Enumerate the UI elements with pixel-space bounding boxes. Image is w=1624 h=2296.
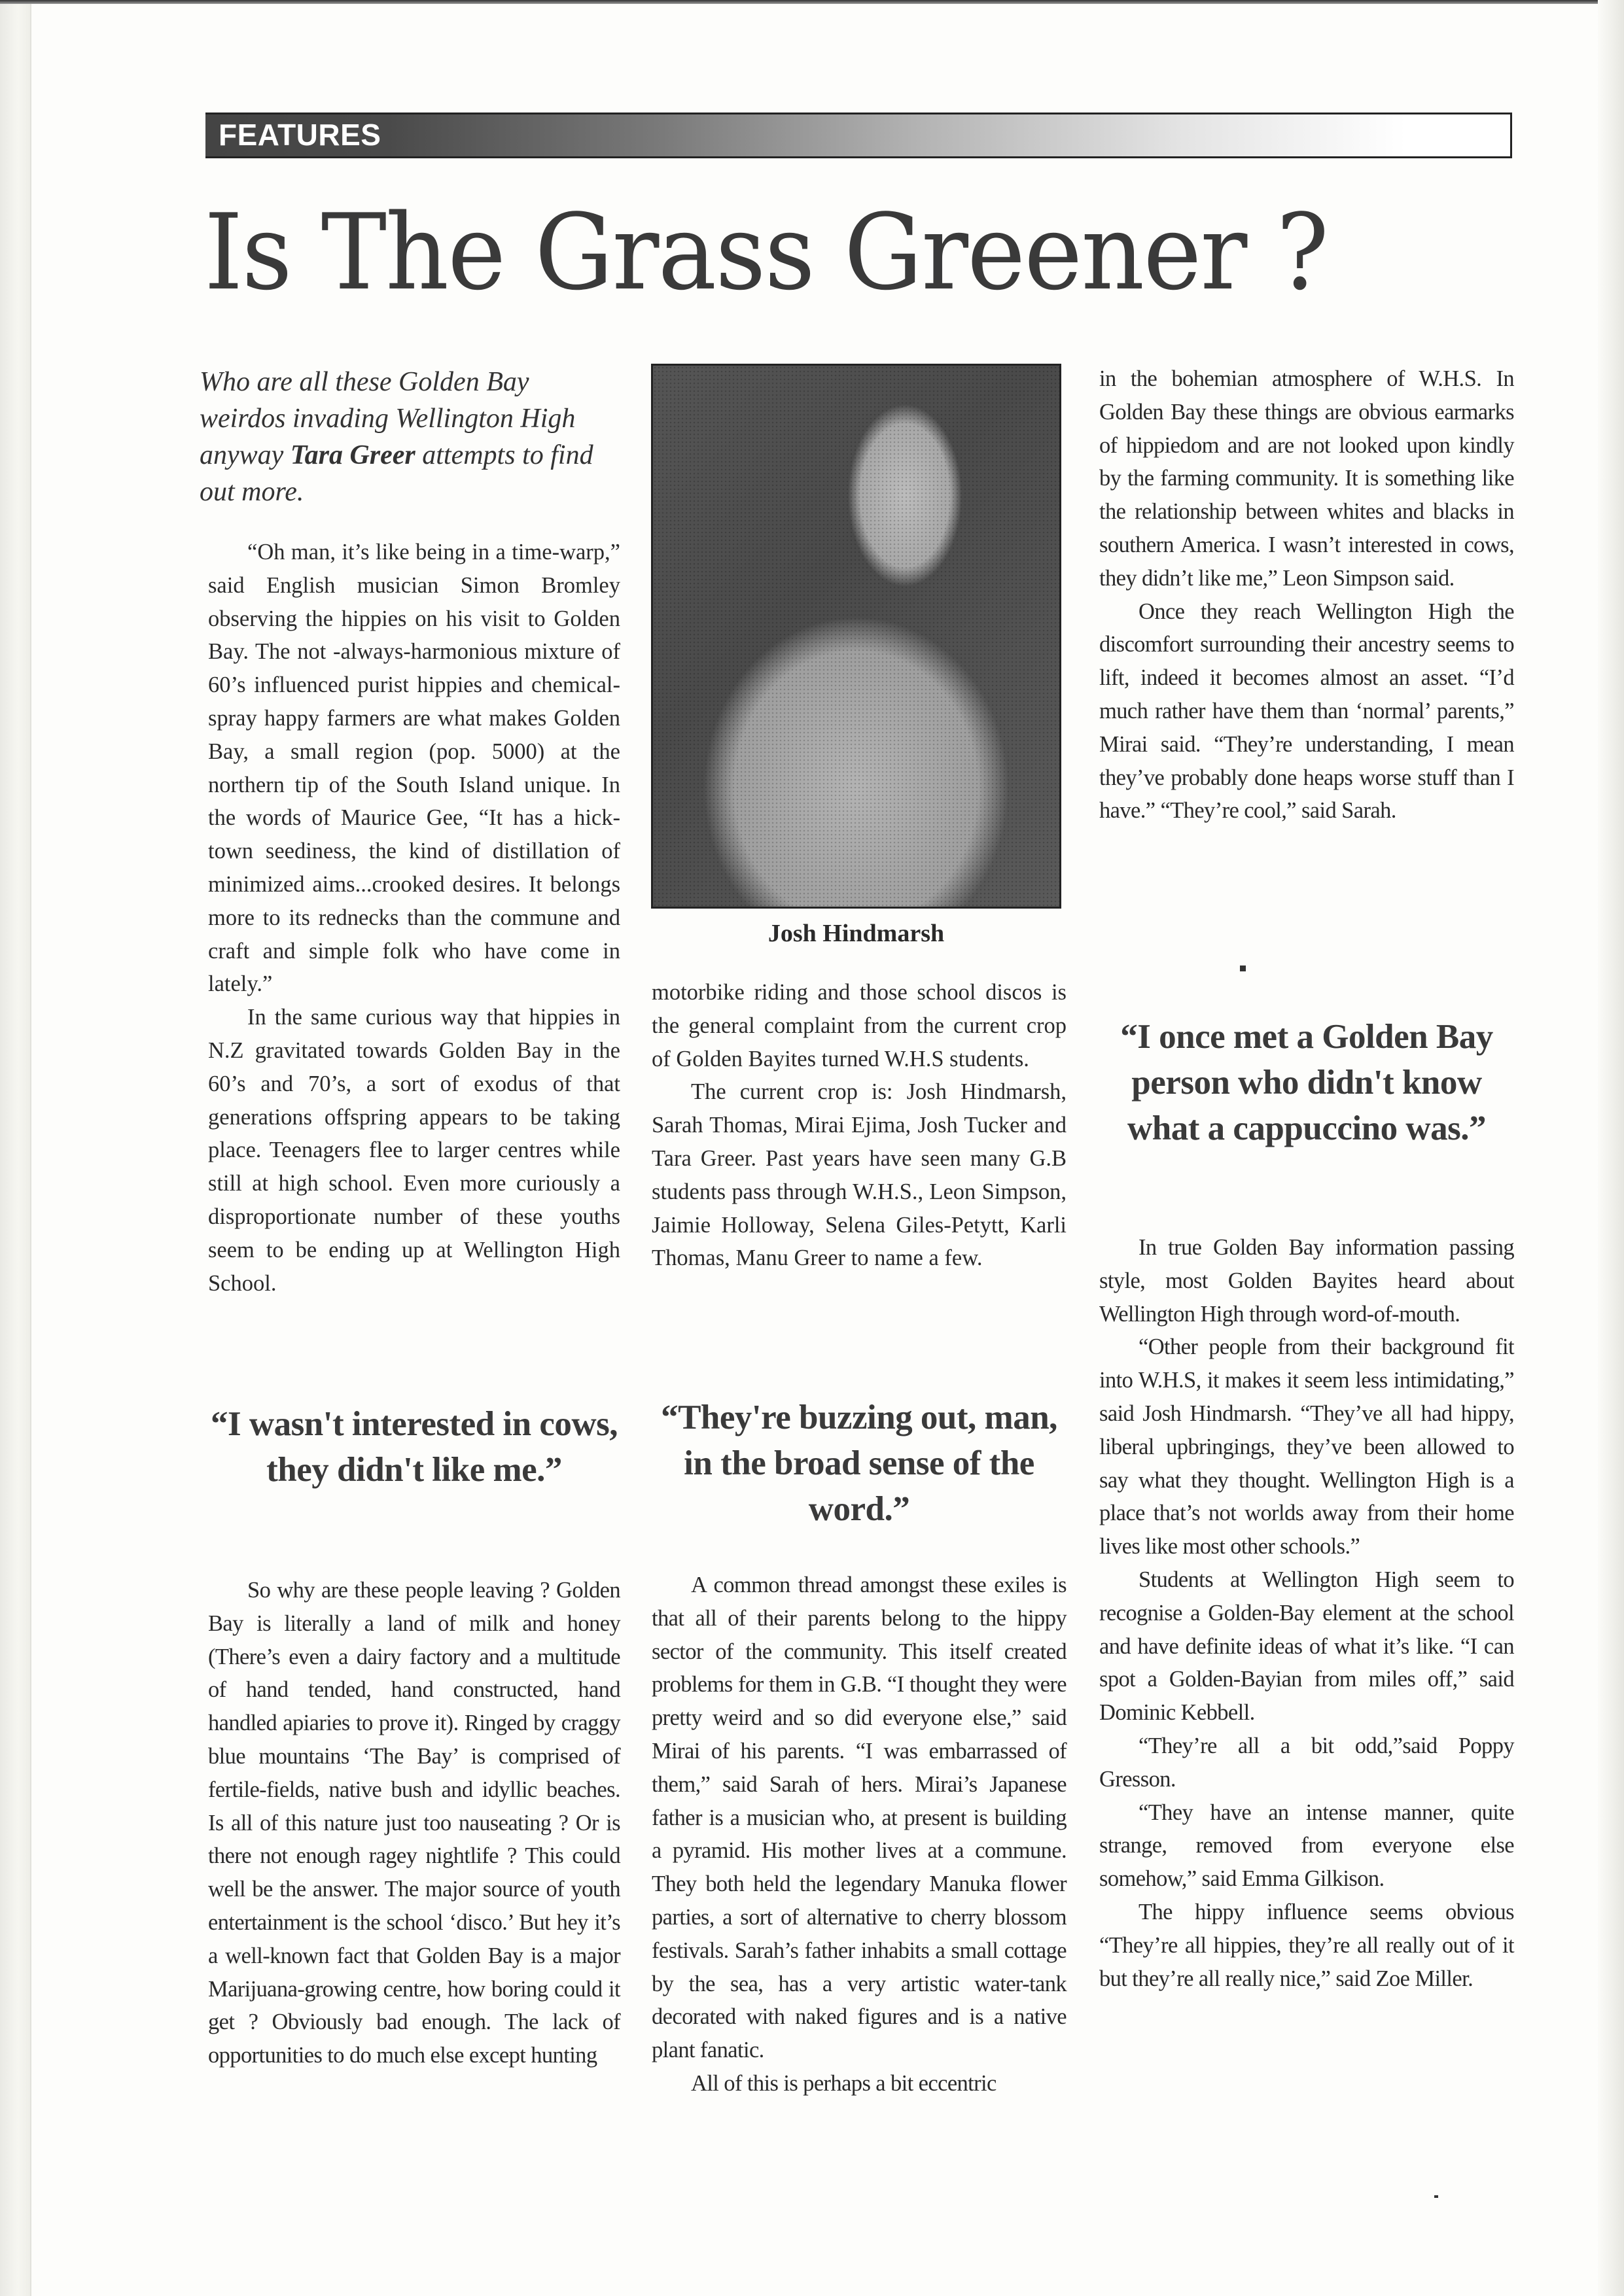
- pull-quote-cappuccino: “I once met a Golden Bay person who didn't know what a cappuccino was.”: [1120, 1018, 1493, 1147]
- paragraph: All of this is perhaps a bit eccentric: [691, 2070, 997, 2096]
- paragraph: A common thread amongst these exiles is that all of their parents belong to the hippy sector of the community. This itself created problems for them in G.B. “I thought they were pretty weird and so did everyone else,” said Mirai of his parents. “I was embarrassed of them,” said Sarah of hers. Mirai’s Japanese father is a musician who, at present is building a pyramid. His mother lives at a commune. They both held the legendary Manuka flower parties, a sort of alternative to cherry blossom festivals. Sarah’s father inhabits a small cottage by the sea, has a very artistic water-tank decorated with naked figures and is a native plant fanatic.: [652, 1573, 1067, 2063]
- section-end-mark: [1240, 965, 1246, 971]
- article-headline: Is The Grass Greener ?: [204, 191, 1328, 313]
- article-deck: [200, 364, 618, 510]
- column-3-top: [1099, 362, 1514, 827]
- section-label: FEATURES: [219, 118, 381, 152]
- column-1-bottom: [208, 1574, 620, 2072]
- deck-text: Who are all these Golden Bay weirdos invading Wellington High anyway: [200, 367, 576, 470]
- photo-josh-hindmarsh: [651, 364, 1061, 909]
- scan-edge-top: [0, 0, 1624, 4]
- pull-quote-cows: “I wasn't interested in cows, they didn't like me.”: [211, 1405, 618, 1489]
- scan-gutter-left: [0, 4, 31, 2296]
- paragraph: Once they reach Wellington High the discomfort surrounding their ancestry seems to lift, indeed it becomes almost an asset. “I’d much rather have them than ‘normal’ parents,” Mirai said. “They’re understanding, I mean they’ve probably done heaps worse stuff than I have.” “They’re cool,” said Sarah.: [1099, 599, 1514, 824]
- paragraph: In the same curious way that hippies in N.Z gravitated towards Golden Bay in the 60’s and 70’s, a sort of exodus of that generations offspring appears to be taking place. Teenagers flee to larger centres while still at high school. Even more curiously a disproportionate number of these youths seem to be ending up at Wellington High School.: [208, 1005, 620, 1296]
- section-banner: [205, 113, 1512, 158]
- column-3-bottom: [1099, 1231, 1514, 1995]
- column-2-top: [652, 976, 1067, 1275]
- paragraph: “They’re all a bit odd,”said Poppy Gresson.: [1099, 1733, 1514, 1792]
- paragraph: So why are these people leaving ? Golden Bay is literally a land of milk and honey (There’s even a dairy factory and a multitude of hand tended, hand constructed, hand handled apiaries to prove it). Ringed by craggy blue mountains ‘The Bay’ is comprised of fertile-fields, native bush and idyllic beaches. Is all of this nature just too nauseating ? Or is there not enough ragey nightlife ? This could well be the answer. The major source of youth entertainment is the school ‘disco.’ But hey it’s a well-known fact that Golden Bay is a major Marijuana-growing centre, how boring could it get ? Obviously bad enough. The lack of opportunities to do much else except hunting: [208, 1578, 620, 2068]
- scan-edge-right: [1598, 0, 1624, 2296]
- paragraph: motorbike riding and those school discos is the general complaint from the current crop of Golden Bayites turned W.H.S students.: [652, 980, 1067, 1071]
- paragraph: in the bohemian atmosphere of W.H.S. In Golden Bay these things are obvious earmarks of hippiedom and are not looked upon kindly by the farming community. It is something like the relationship between whites and blacks in southern America. I wasn’t interested in cows, they didn’t like me,” Leon Simpson said.: [1099, 366, 1514, 591]
- print-speck: [1434, 2195, 1438, 2198]
- photo-caption: Josh Hindmarsh: [768, 920, 945, 947]
- paragraph: The current crop is: Josh Hindmarsh, Sarah Thomas, Mirai Ejima, Josh Tucker and Tara Greer. Past years have seen many G.B students pass through W.H.S., Leon Simpson, Jaimie Holloway, Selena Giles-Petytt, Karli Thomas, Manu Greer to name a few.: [652, 1079, 1067, 1271]
- deck-text-end: attempts to find out more.: [200, 440, 593, 507]
- column-2-bottom: [652, 1569, 1067, 2100]
- author-name: Tara Greer: [290, 440, 415, 470]
- pull-quote-buzzing: “They're buzzing out, man, in the broad sense of the word.”: [661, 1399, 1057, 1528]
- paragraph: “Other people from their background fit into W.H.S, it makes it seem less intimidating,” said Josh Hindmarsh. “They’ve all had hippy, liberal upbringings, they’ve been allowed to say what they thought. Wellington High is a place that’s not worlds away from their home lives like most other schools.”: [1099, 1334, 1514, 1559]
- column-1-top: [208, 536, 620, 1300]
- paragraph: The hippy influence seems obvious “They’re all hippies, they’re all really out of it but they’re all really nice,” said Zoe Miller.: [1099, 1899, 1514, 1991]
- paragraph: “Oh man, it’s like being in a time-warp,” said English musician Simon Bromley observing the hippies on his visit to Golden Bay. The not -always-harmonious mixture of 60’s influenced purist hippies and chemical-spray happy farmers are what makes Golden Bay, a small region (pop. 5000) at the northern tip of the South Island unique. In the words of Maurice Gee, “It has a hick-town seediness, the kind of distillation of minimized aims...crooked desires. It belongs more to its rednecks than the commune and craft and simple folk who have come in lately.”: [208, 540, 620, 997]
- paragraph: In true Golden Bay information passing style, most Golden Bayites heard about Wellington High through word-of-mouth.: [1099, 1235, 1514, 1327]
- paragraph: “They have an intense manner, quite strange, removed from everyone else somehow,” said Emma Gilkison.: [1099, 1800, 1514, 1892]
- paragraph: Students at Wellington High seem to recognise a Golden-Bay element at the school and have definite ideas of what it’s like. “I can spot a Golden-Bayian from miles off,” said Dominic Kebbell.: [1099, 1567, 1514, 1726]
